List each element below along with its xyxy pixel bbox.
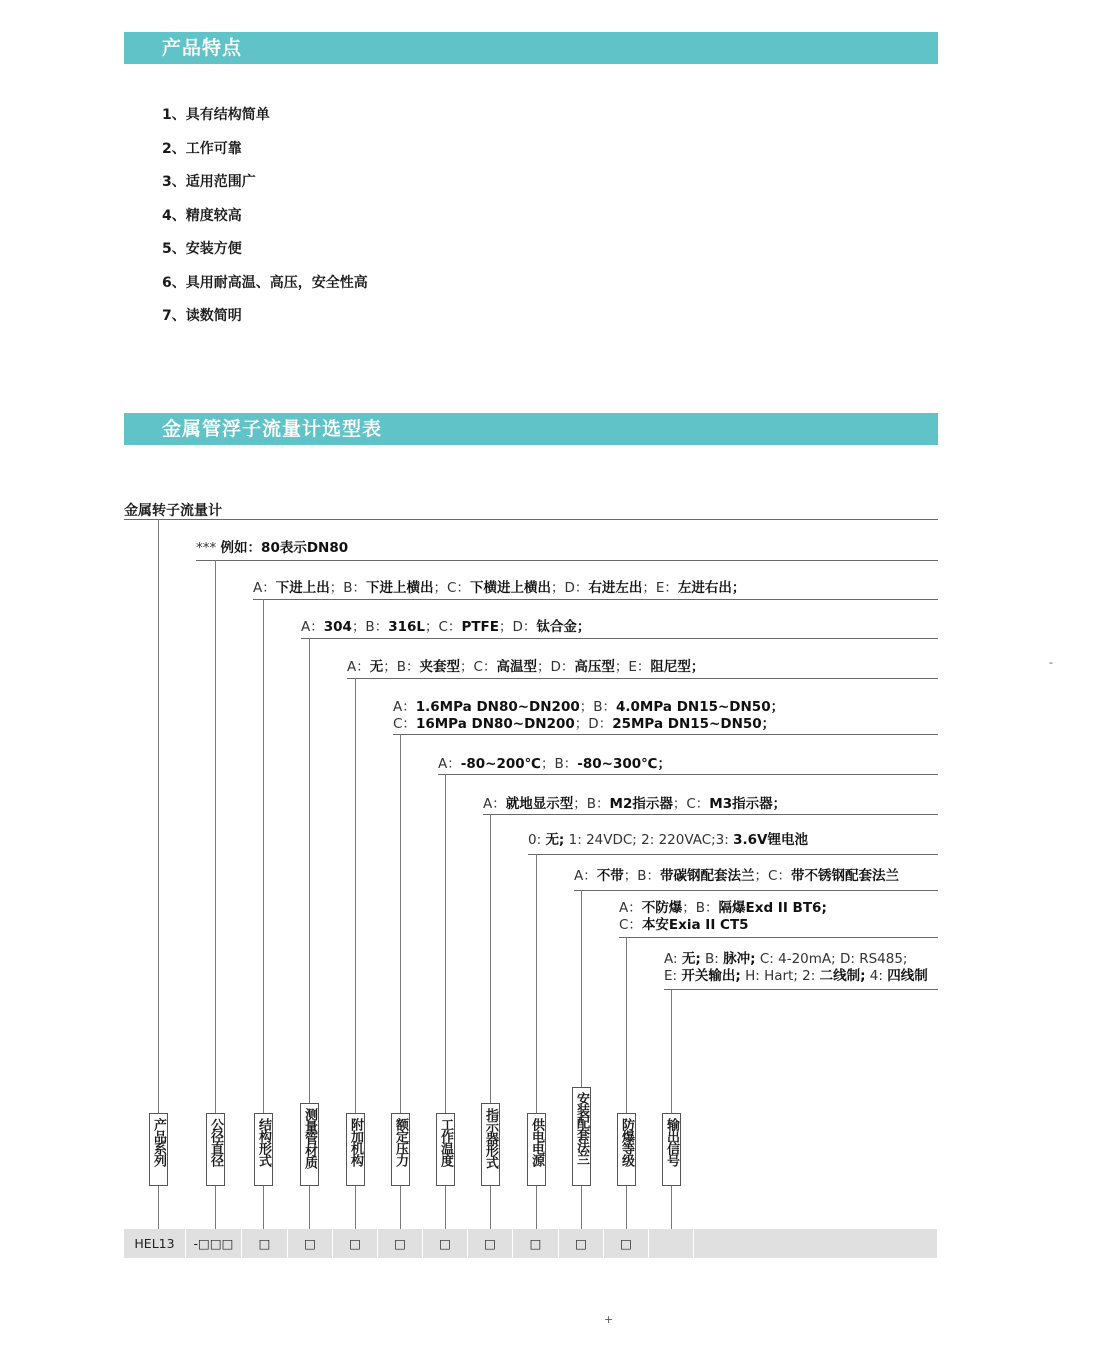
option-rule [664,989,938,990]
connector-line [158,519,159,1113]
option-key: ；B： [573,796,610,812]
option-value: 阻尼型； [650,659,705,675]
option-key: ；C： [754,868,791,884]
connector-line [309,1186,310,1229]
connector-line [490,1186,491,1229]
connector-line [581,1186,582,1229]
option-key: ；C： [425,619,462,635]
option-key: A: [664,951,682,967]
option-value: 不防爆 [641,900,683,916]
option-line [619,900,827,917]
option-value: 16MPa DN80~DN200 [415,716,575,732]
option-key: ；C： [460,659,497,675]
option-line [253,580,745,597]
option-value: 下进上横出 [366,580,434,596]
option-rule [438,774,938,775]
connector-line [309,638,310,1103]
option-key: *** [196,540,221,556]
option-value: 1.6MPa DN80~DN200 [415,699,580,715]
connector-line [355,678,356,1113]
category-label-box [391,1113,410,1186]
option-line [196,540,348,557]
connector-line [626,1186,627,1229]
model-code-cell: □ [513,1229,559,1258]
option-value: 左进右出； [677,580,746,596]
category-label: 产品系列 [151,1118,166,1166]
option-line [393,716,784,733]
option-rule [528,854,938,855]
option-text [574,868,899,885]
category-label-box [346,1113,365,1186]
category-label-box [300,1103,319,1186]
option-key: A： [301,619,324,635]
section-title: 金属管浮子流量计选型表 [162,418,383,440]
option-key: C： [619,917,642,933]
section-title: 产品特点 [162,37,243,59]
option-rule [574,890,938,891]
option-key: ；D： [574,716,613,732]
model-code-cell: □ [333,1229,378,1258]
option-value: 下进上出 [275,580,330,596]
table-subtitle: 金属转子流量计 [124,503,222,519]
connector-line [490,814,491,1103]
option-key: ；C： [672,796,710,812]
option-key: ；B： [329,580,367,596]
connector-line [400,734,401,1113]
feature-item: 7、读数简明 [162,308,242,324]
category-label-box [481,1103,500,1186]
model-code-cell: -□□□ [186,1229,242,1258]
feature-item: 3、适用范围广 [162,174,256,190]
feature-item: 6、具用耐高温、高压，安全性高 [162,274,368,291]
option-key: ；B： [540,756,578,772]
category-label-box [206,1113,225,1186]
option-value: 钛合金； [536,619,591,635]
category-label-box [527,1113,546,1186]
connector-line [671,1186,672,1229]
option-value: 隔爆Exd II BT6; [718,900,827,916]
option-key: A： [619,900,642,916]
option-value: 高压型 [574,659,615,675]
connector-line [215,560,216,1113]
option-text [196,540,348,557]
connector-line [355,1186,356,1229]
option-text [301,619,590,636]
option-value: M2指示器 [609,796,673,812]
category-label: 额定压力 [393,1118,408,1166]
option-rule [196,560,938,561]
option-key: E: [664,968,682,984]
model-code-cell: □ [288,1229,333,1258]
option-key: 1: 24VDC; 2: 220VAC;3: [564,832,734,848]
option-value: 4.0MPa DN15~DN50； [616,699,785,715]
category-label: 附加机构 [348,1118,363,1166]
option-value: -80~200℃ [460,756,541,772]
category-label: 输出信号 [664,1118,679,1166]
connector-line [671,989,672,1113]
option-key: ；B： [351,619,389,635]
option-value: 就地显示型 [505,796,574,812]
option-key: ；C： [433,580,470,596]
option-text [619,900,827,934]
option-text [483,796,786,813]
category-label-box [662,1113,681,1186]
connector-line [263,599,264,1113]
connector-line [581,890,582,1087]
model-code-cell [694,1229,938,1258]
option-line [528,832,808,849]
option-rule [124,519,938,520]
category-label: 供电电源 [529,1118,544,1166]
model-code-cell: □ [468,1229,513,1258]
option-line [393,699,784,716]
option-text [253,580,745,597]
option-value: PTFE [461,619,499,635]
option-text [438,756,671,773]
option-rule [483,814,938,815]
feature-list [162,104,368,339]
option-key: ；E： [642,580,678,596]
option-key: C: 4-20mA; D: RS485; [755,951,908,967]
option-value: 本安Exia II CT5 [641,917,749,933]
option-value: 夹套型 [419,659,461,675]
option-key: ；B： [682,900,719,916]
option-key: A： [347,659,370,675]
option-value: M3指示器； [709,796,787,812]
category-label-box [617,1113,636,1186]
category-label: 公径直径 [208,1118,223,1166]
option-key: B: [700,951,724,967]
option-value: 开关输出; [681,968,741,984]
option-line [301,619,590,636]
category-label: 结构形式 [256,1118,271,1166]
model-code-cell: □ [423,1229,468,1258]
option-key: ；D： [536,659,575,675]
option-key: 4: [865,968,888,984]
connector-line [536,854,537,1113]
connector-line [445,774,446,1113]
option-key: A： [483,796,506,812]
category-label-box [149,1113,168,1186]
option-value: 带碳钢配套法兰 [660,868,755,884]
option-value: 右进左出 [588,580,643,596]
option-line [619,917,827,934]
option-key: ；D： [550,580,589,596]
category-label: 防爆等级 [619,1118,634,1166]
section-header-features [124,32,938,64]
option-key: ；B： [383,659,420,675]
option-rule [393,734,938,735]
category-label-box [572,1087,591,1186]
option-line [347,659,704,676]
option-rule [347,678,938,679]
option-value: 二线制; [819,968,866,984]
model-code-cell: □ [242,1229,288,1258]
connector-line [536,1186,537,1229]
connector-line [263,1186,264,1229]
model-code-cell: □ [604,1229,649,1258]
stray-dash-mark: - [1049,656,1053,669]
option-value: 带不锈钢配套法兰 [790,868,899,884]
option-value: 下横进上横出 [469,580,551,596]
category-label-box [436,1113,455,1186]
option-key: ；B： [623,868,661,884]
category-label: 测量管材质 [302,1108,317,1168]
model-code-cell [649,1229,694,1258]
option-value: 四线制 [887,968,928,984]
option-key: H: Hart; 2: [740,968,820,984]
option-line [574,868,899,885]
option-text [393,699,784,733]
option-text [528,832,808,849]
section-header-selection-table [124,413,938,445]
connector-line [626,937,627,1113]
option-key: A： [393,699,416,715]
option-line [483,796,786,813]
option-value: 304 [323,619,352,635]
category-label: 工作温度 [438,1118,453,1166]
model-code-cell: HEL13 [124,1229,186,1258]
option-line [438,756,671,773]
option-key: C： [393,716,416,732]
option-text [664,951,928,985]
option-value: -80~300℃； [577,756,671,772]
feature-item: 1、具有结构简单 [162,107,270,123]
stray-plus-mark: + [604,1313,614,1326]
feature-item: 2、工作可靠 [162,140,242,157]
option-key: A： [253,580,276,596]
option-value: 无 [369,659,384,675]
feature-item: 4、精度较高 [162,207,242,224]
option-value: 316L [388,619,425,635]
option-value: 25MPa DN15~DN50； [612,716,776,732]
category-label-box [254,1113,273,1186]
option-value: 高温型 [496,659,537,675]
option-key: A： [574,868,597,884]
option-text [347,659,704,676]
option-rule [253,599,938,600]
option-value: 不带 [596,868,624,884]
option-value: 无; [545,832,565,848]
option-key: ；E： [614,659,651,675]
model-code-cell: □ [559,1229,604,1258]
category-label: 指示器形式 [483,1108,498,1168]
option-value: 脉冲; [723,951,756,967]
option-key: A： [438,756,461,772]
option-key: 0: [528,832,546,848]
option-key: ；D： [498,619,537,635]
option-line [664,951,928,968]
connector-line [215,1186,216,1229]
model-code-cell: □ [378,1229,423,1258]
option-value: 例如：80表示DN80 [220,540,349,556]
option-line [664,968,928,985]
option-rule [301,638,938,639]
option-value: 无; [681,951,701,967]
category-label: 安装配套法兰 [574,1092,589,1164]
option-value: 3.6V锂电池 [733,832,808,848]
feature-item: 5、安装方便 [162,241,242,257]
connector-line [445,1186,446,1229]
connector-line [158,1186,159,1229]
option-key: ；B： [579,699,616,715]
model-code-bar [124,1229,938,1258]
connector-line [400,1186,401,1229]
option-rule [619,937,938,938]
